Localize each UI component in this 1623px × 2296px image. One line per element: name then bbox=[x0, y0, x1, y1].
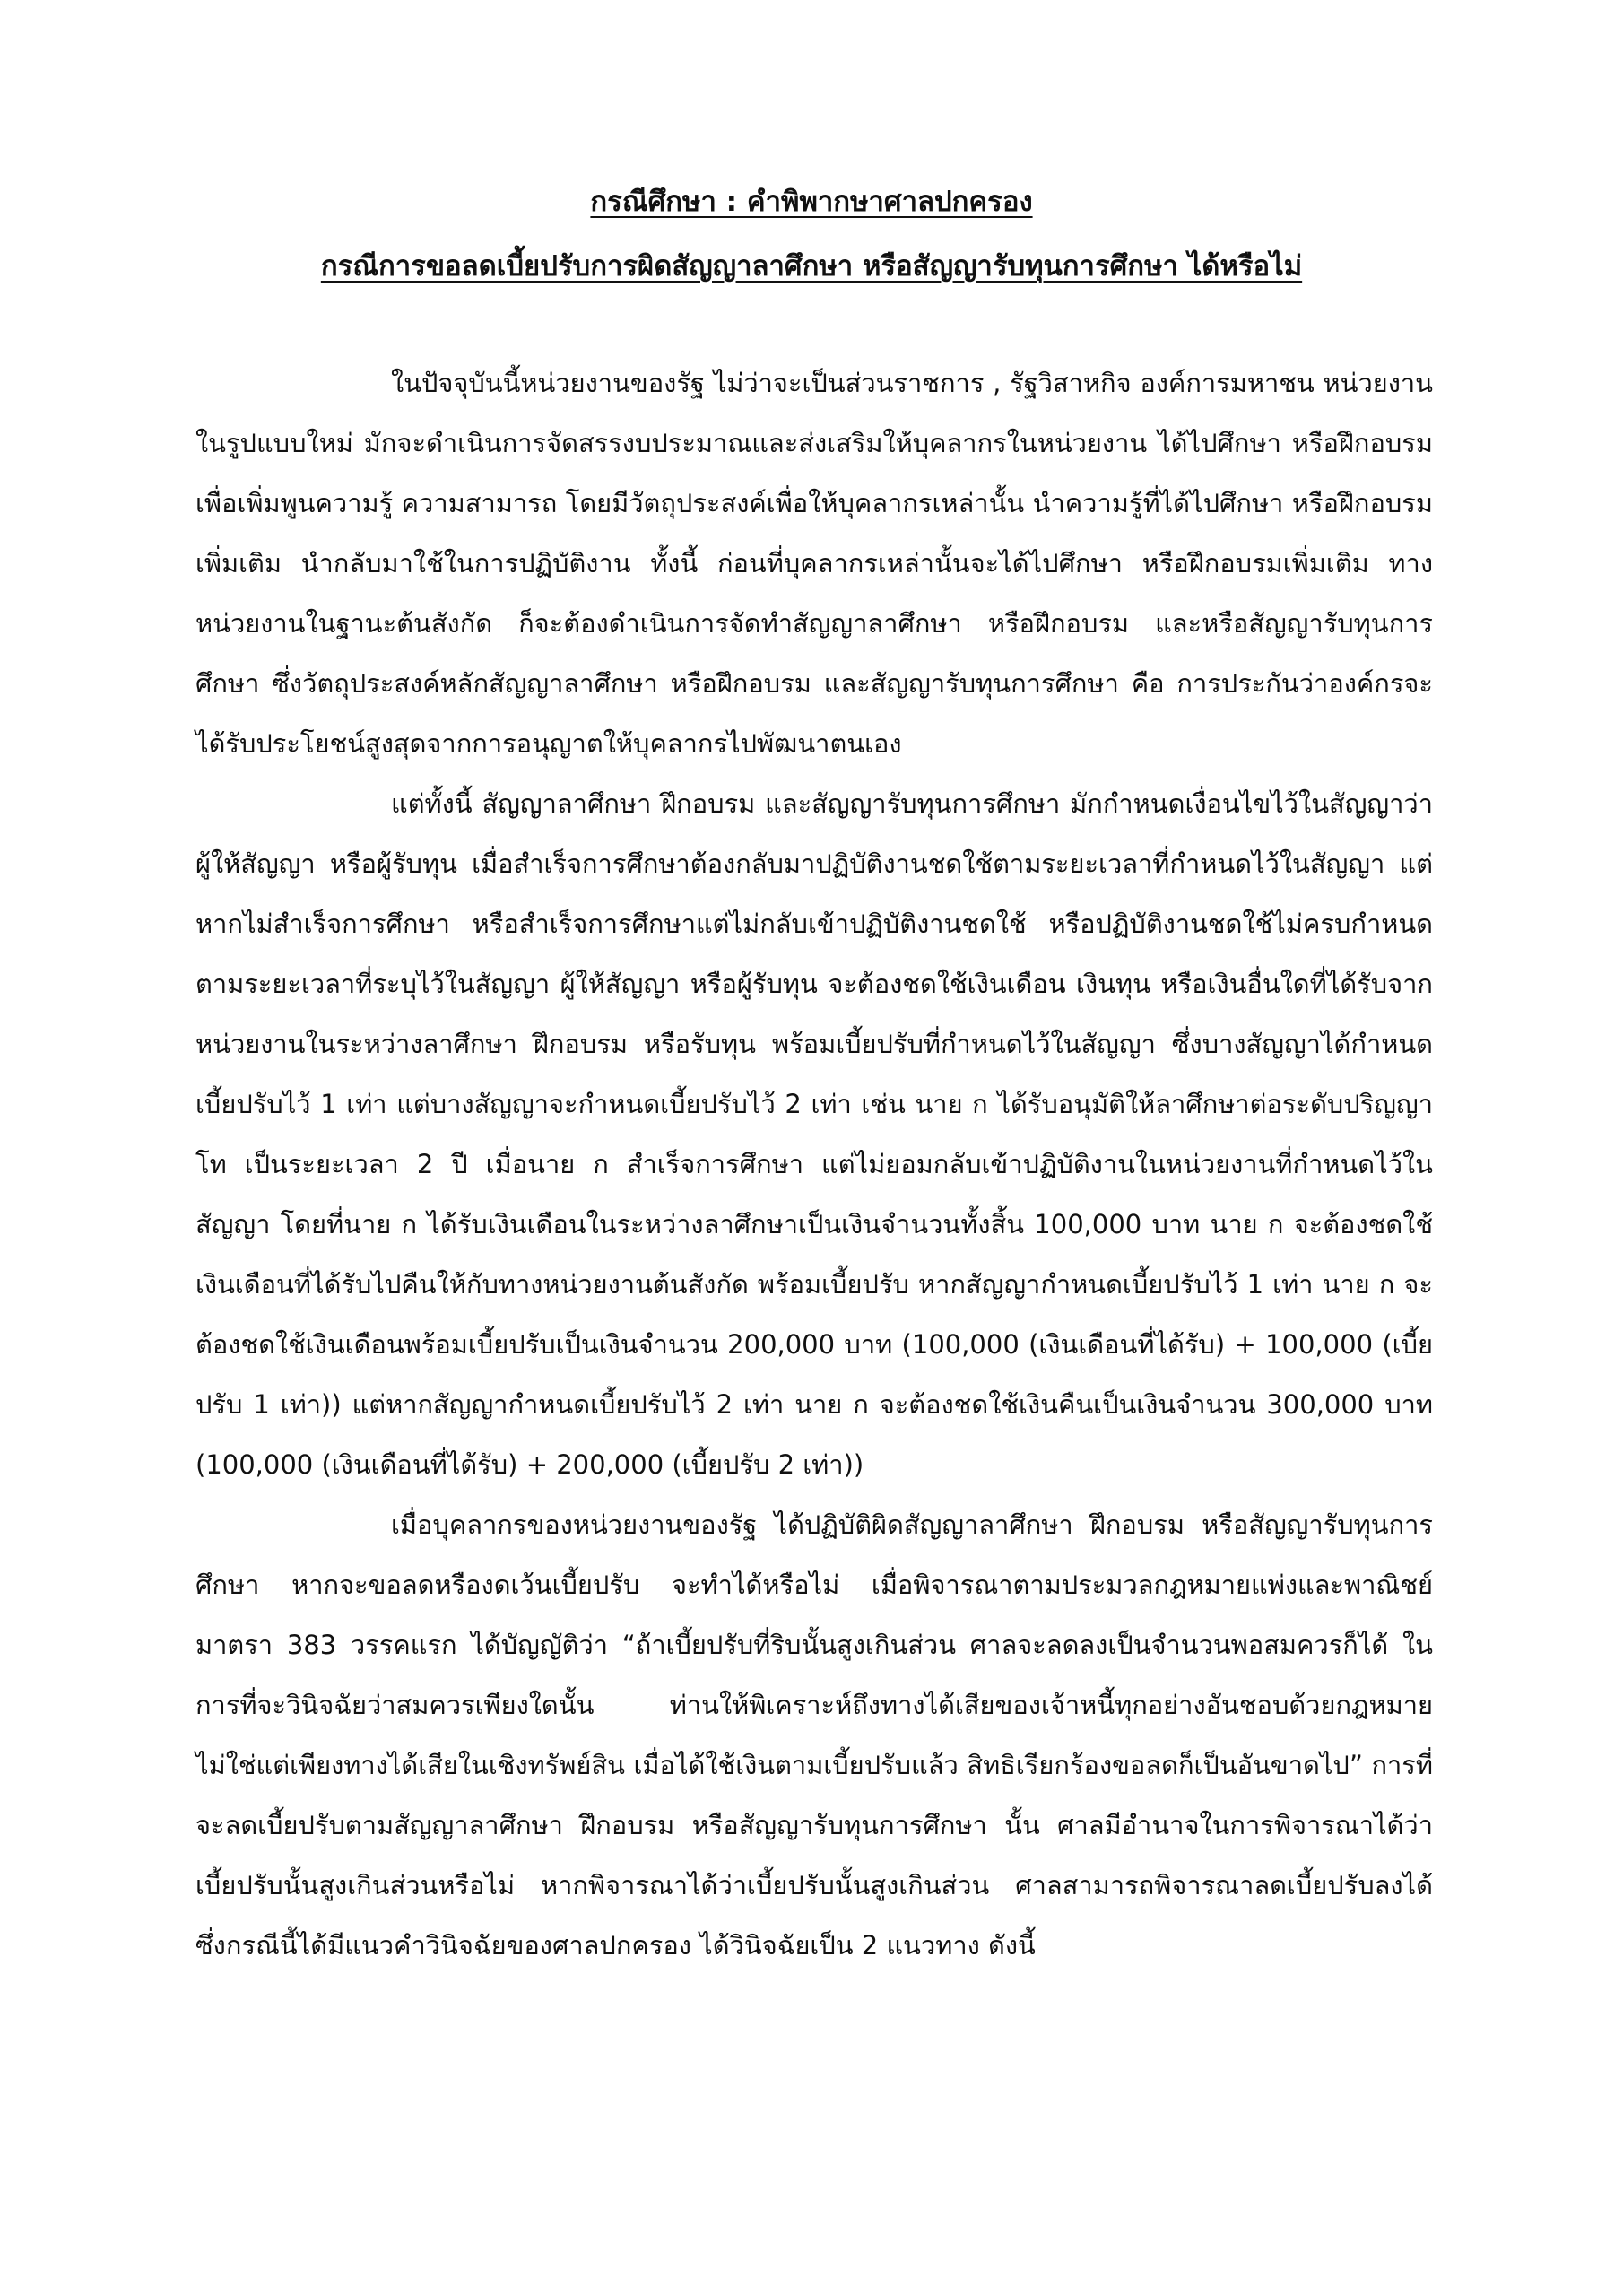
document-title: กรณีศึกษา : คำพิพากษาศาลปกครอง bbox=[590, 186, 1033, 218]
document-body bbox=[195, 353, 1433, 1976]
document-subtitle: กรณีการขอลดเบี้ยปรับการผิดสัญญาลาศึกษา หรือสัญญารับทุนการศึกษา ได้หรือไม่ bbox=[320, 250, 1303, 283]
paragraph-introduction: ในปัจจุบันนี้หน่วยงานของรัฐ ไม่ว่าจะเป็นส่วนราชการ , รัฐวิสาหกิจ องค์การมหาชน หน่วยงานในรูปแบบใหม่ มักจะดำเนินการจัดสรรงบประมาณและส่งเสริมให้บุคลากรในหน่วยงาน ได้ไปศึกษา หรือฝึกอบรม เพื่อเพิ่มพูนความรู้ ความสามารถ โดยมีวัตถุประสงค์เพื่อให้บุคลากรเหล่านั้น นำความรู้ที่ได้ไปศึกษา หรือฝึกอบรมเพิ่มเติม นำกลับมาใช้ในการปฏิบัติงาน ทั้งนี้ ก่อนที่บุคลากรเหล่านั้นจะได้ไปศึกษา หรือฝึกอบรมเพิ่มเติม ทางหน่วยงานในฐานะต้นสังกัด ก็จะต้องดำเนินการจัดทำสัญญาลาศึกษา หรือฝึกอบรม และหรือสัญญารับทุนการศึกษา ซึ่งวัตถุประสงค์หลักสัญญาลาศึกษา หรือฝึกอบรม และสัญญารับทุนการศึกษา คือ การประกันว่าองค์กรจะได้รับประโยชน์สูงสุดจากการอนุญาตให้บุคลากรไปพัฒนาตนเอง bbox=[195, 368, 1433, 759]
paragraph-penalty-reduction: เมื่อบุคลากรของหน่วยงานของรัฐ ได้ปฏิบัติผิดสัญญาลาศึกษา ฝึกอบรม หรือสัญญารับทุนการศึกษา หากจะขอลดหรืองดเว้นเบี้ยปรับ จะทำได้หรือไม่ เมื่อพิจารณาตามประมวลกฎหมายแพ่งและพาณิชย์ มาตรา 383 วรรคแรก ได้บัญญัติว่า “ถ้าเบี้ยปรับที่ริบนั้นสูงเกินส่วน ศาลจะลดลงเป็นจำนวนพอสมควรก็ได้ ในการที่จะวินิจฉัยว่าสมควรเพียงใดนั้น ท่านให้พิเคราะห์ถึงทางได้เสียของเจ้าหนี้ทุกอย่างอันชอบด้วยกฎหมาย ไม่ใช่แต่เพียงทางได้เสียในเชิงทรัพย์สิน เมื่อได้ใช้เงินตามเบี้ยปรับแล้ว สิทธิเรียกร้องขอลดก็เป็นอันขาดไป” การที่จะลดเบี้ยปรับตามสัญญาลาศึกษา ฝึกอบรม หรือสัญญารับทุนการศึกษา นั้น ศาลมีอำนาจในการพิจารณาได้ว่าเบี้ยปรับนั้นสูงเกินส่วนหรือไม่ หากพิจารณาได้ว่าเบี้ยปรับนั้นสูงเกินส่วน ศาลสามารถพิจารณาลดเบี้ยปรับลงได้ ซึ่งกรณีนี้ได้มีแนวคำวินิจฉัยของศาลปกครอง ได้วินิจฉัยเป็น 2 แนวทาง ดังนี้ bbox=[195, 1509, 1433, 1961]
paragraph-contract-conditions: แต่ทั้งนี้ สัญญาลาศึกษา ฝึกอบรม และสัญญารับทุนการศึกษา มักกำหนดเงื่อนไขไว้ในสัญญาว่า ผู้ให้สัญญา หรือผู้รับทุน เมื่อสำเร็จการศึกษาต้องกลับมาปฏิบัติงานชดใช้ตามระยะเวลาที่กำหนดไว้ในสัญญา แต่หากไม่สำเร็จการศึกษา หรือสำเร็จการศึกษาแต่ไม่กลับเข้าปฏิบัติงานชดใช้ หรือปฏิบัติงานชดใช้ไม่ครบกำหนดตามระยะเวลาที่ระบุไว้ในสัญญา ผู้ให้สัญญา หรือผู้รับทุน จะต้องชดใช้เงินเดือน เงินทุน หรือเงินอื่นใดที่ได้รับจากหน่วยงานในระหว่างลาศึกษา ฝึกอบรม หรือรับทุน พร้อมเบี้ยปรับที่กำหนดไว้ในสัญญา ซึ่งบางสัญญาได้กำหนดเบี้ยปรับไว้ 1 เท่า แต่บางสัญญาจะกำหนดเบี้ยปรับไว้ 2 เท่า เช่น นาย ก ได้รับอนุมัติให้ลาศึกษาต่อระดับปริญญาโท เป็นระยะเวลา 2 ปี เมื่อนาย ก สำเร็จการศึกษา แต่ไม่ยอมกลับเข้าปฏิบัติงานในหน่วยงานที่กำหนดไว้ในสัญญา โดยที่นาย ก ได้รับเงินเดือนในระหว่างลาศึกษาเป็นเงินจำนวนทั้งสิ้น 100,000 บาท นาย ก จะต้องชดใช้เงินเดือนที่ได้รับไปคืนให้กับทางหน่วยงานต้นสังกัด พร้อมเบี้ยปรับ หากสัญญากำหนดเบี้ยปรับไว้ 1 เท่า นาย ก จะต้องชดใช้เงินเดือนพร้อมเบี้ยปรับเป็นเงินจำนวน 200,000 บาท (100,000 (เงินเดือนที่ได้รับ) + 100,000 (เบี้ยปรับ 1 เท่า)) แต่หากสัญญากำหนดเบี้ยปรับไว้ 2 เท่า นาย ก จะต้องชดใช้เงินคืนเป็นเงินจำนวน 300,000 บาท (100,000 (เงินเดือนที่ได้รับ) + 200,000 (เบี้ยปรับ 2 เท่า)) bbox=[195, 788, 1433, 1480]
